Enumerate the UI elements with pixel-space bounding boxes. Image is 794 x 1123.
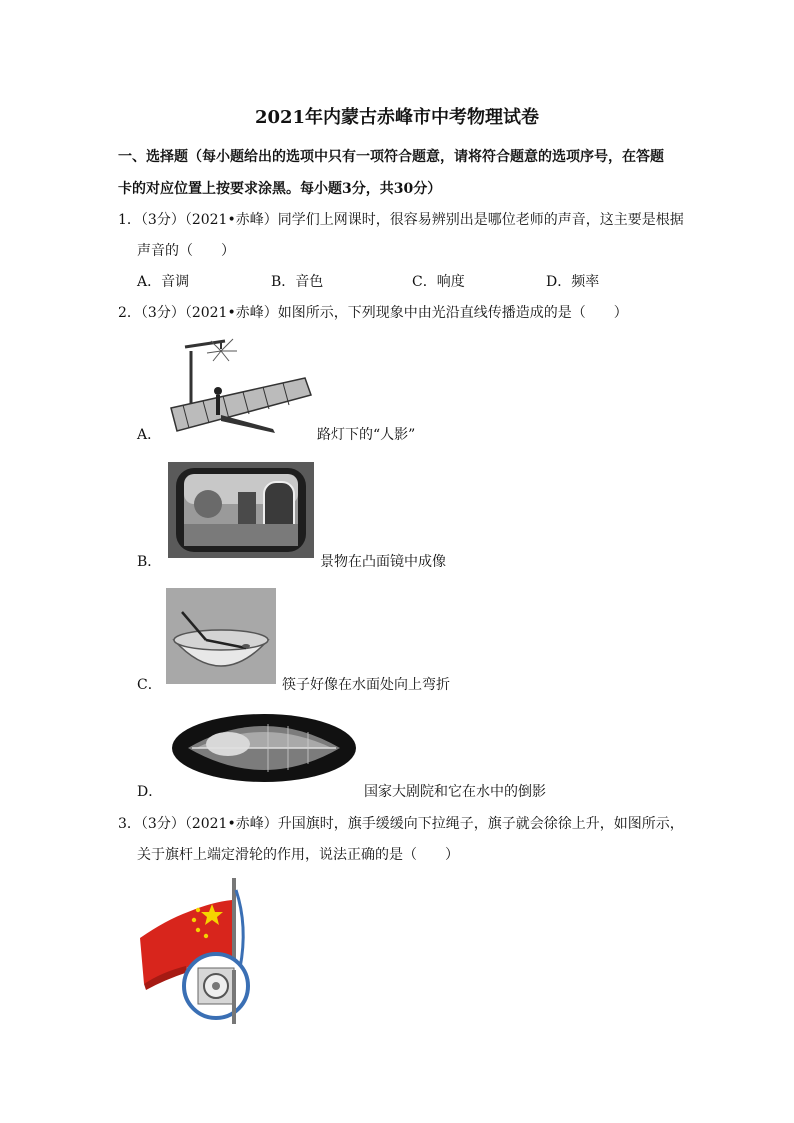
- option-letter: A．: [137, 274, 162, 290]
- convex-mirror-image: [168, 462, 314, 558]
- option-text: 音色: [295, 274, 324, 290]
- option-letter: B．: [271, 274, 296, 290]
- question-2-option-d-text: 国家大剧院和它在水中的倒影: [364, 784, 546, 800]
- question-2-option-b-text: 景物在凸面镜中成像: [320, 554, 446, 570]
- page-title: 2021年内蒙古赤峰市中考物理试卷: [254, 107, 540, 128]
- option-text: 音调: [161, 274, 190, 290]
- question-2-option-b-letter: B．: [137, 554, 162, 570]
- question-2-option-c-text: 筷子好像在水面处向上弯折: [282, 677, 450, 693]
- question-1-stem: 1．（3分）（2021•赤峰）同学们上网课时，很容易辨别出是哪位老师的声音，这主要是根据: [118, 212, 684, 228]
- question-1-stem-cont: 声音的（ ）: [137, 243, 235, 259]
- grand-theatre-reflection-image: [168, 710, 360, 794]
- streetlight-shadow-image: [163, 333, 313, 438]
- question-2-option-a-text: 路灯下的“人影”: [317, 427, 416, 443]
- section-heading-line1: 一、选择题（每小题给出的选项中只有一项符合题意，请将符合题意的选项序号，在答题: [118, 149, 664, 165]
- section-heading-line2: 卡的对应位置上按要求涂黑。每小题3分，共30分）: [118, 181, 442, 197]
- question-2-option-d-letter: D．: [137, 784, 163, 800]
- question-3-stem: 3．（3分）（2021•赤峰）升国旗时，旗手缓缓向下拉绳子，旗子就会徐徐上升，如图所示，: [118, 816, 684, 832]
- option-text: 响度: [436, 274, 465, 290]
- chopstick-bowl-image: [166, 588, 276, 684]
- flag-pulley-image: [136, 876, 256, 1026]
- option-text: 频率: [571, 274, 600, 290]
- question-1-option-b: [271, 271, 323, 291]
- question-1-option-a: [137, 271, 189, 291]
- question-1-option-d: [546, 271, 599, 291]
- question-1-option-c: [412, 271, 465, 291]
- option-letter: D．: [546, 274, 572, 290]
- question-2-option-c-letter: C．: [137, 677, 162, 693]
- question-3-stem-cont: 关于旗杆上端定滑轮的作用，说法正确的是（ ）: [137, 847, 459, 863]
- question-2-option-a-letter: A．: [137, 427, 162, 443]
- option-letter: C．: [412, 274, 437, 290]
- question-2-stem: 2．（3分）（2021•赤峰）如图所示，下列现象中由光沿直线传播造成的是（ ）: [118, 305, 628, 321]
